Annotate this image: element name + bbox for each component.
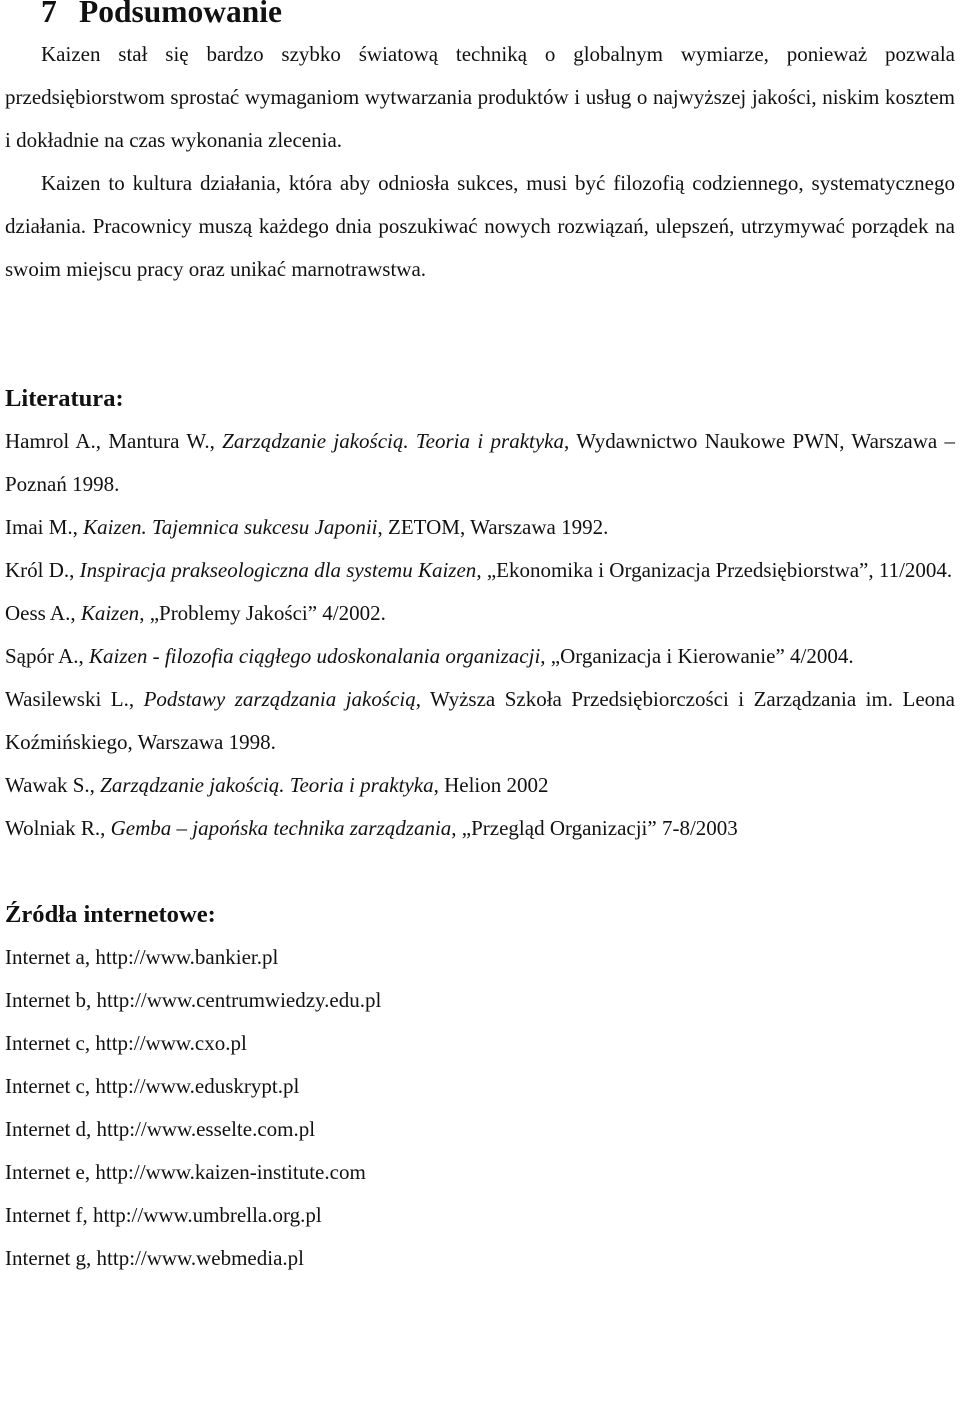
web-source-item: Internet f, http://www.umbrella.org.pl [5,1203,322,1227]
section-heading [5,0,955,33]
literature-item [5,420,955,506]
ref-title: Zarządzanie jakością. Teoria i praktyka [100,773,434,797]
ref-title: Zarządzanie jakością. Teoria i praktyka [222,429,564,453]
section-title: Podsumowanie [79,0,283,29]
literature-item [5,635,955,678]
web-source-item: Internet a, http://www.bankier.pl [5,945,279,969]
ref-details: , Helion 2002 [433,773,549,797]
literature-item [5,807,955,850]
ref-details: , „Przegląd Organizacji” 7-8/2003 [451,816,738,840]
literature-item [5,764,955,807]
literature-item [5,678,955,764]
ref-author: Hamrol A., Mantura W., [5,429,223,453]
spacer [5,291,955,377]
ref-details: , „Ekonomika i Organizacja Przedsiębiorstwa”, 11/2004. [476,558,953,582]
web-source-item: Internet e, http://www.kaizen-institute.com [5,1160,366,1184]
ref-title: Gemba – japońska technika zarządzania [110,816,452,840]
ref-title: Kaizen [80,601,140,625]
web-source-item: Internet g, http://www.webmedia.pl [5,1246,304,1270]
ref-title: Kaizen - filozofia ciągłego udoskonalania organizacji [89,644,541,668]
ref-title: Inspiracja prakseologiczna dla systemu Kaizen [79,558,477,582]
web-source-item: Internet b, http://www.centrumwiedzy.edu.pl [5,988,382,1012]
summary-paragraph-1: Kaizen stał się bardzo szybko światową techniką o globalnym wymiarze, ponieważ pozwala przedsiębiorstwom sprostać wymaganiom wytwarzania produktów i usług o najwyższej jakości, niskim kosztem i dokładnie na czas wykonania zlecenia. [5,42,955,152]
ref-author: Oess A., [5,601,81,625]
web-source-item: Internet c, http://www.cxo.pl [5,1031,247,1055]
ref-author: Imai M., [5,515,84,539]
ref-author: Wasilewski L., [5,687,144,711]
literature-item [5,592,955,635]
spacer [5,850,955,893]
web-sources-list [5,936,955,1280]
web-sources-heading: Źródła internetowe: [5,901,216,928]
ref-details: , „Organizacja i Kierowanie” 4/2004. [540,644,854,668]
ref-author: Wawak S., [5,773,101,797]
literature-item [5,549,955,592]
document-page [5,0,955,1280]
web-source-item: Internet d, http://www.esselte.com.pl [5,1117,316,1141]
ref-author: Wolniak R., [5,816,111,840]
ref-title: Podstawy zarządzania jakością [143,687,416,711]
ref-details: , ZETOM, Warszawa 1992. [377,515,609,539]
ref-details: , Wydawnictwo Naukowe PWN, Warszawa – Poznań 1998. [5,429,956,496]
ref-author: Sąpór A., [5,644,89,668]
web-source-item: Internet c, http://www.eduskrypt.pl [5,1074,300,1098]
summary-paragraph-2: Kaizen to kultura działania, która aby odniosła sukces, musi być filozofią codziennego, systematycznego działania. Pracownicy muszą każdego dnia poszukiwać nowych rozwiązań, ulepszeń, utrzymywać porządek na swoim miejscu pracy oraz unikać marnotrawstwa. [5,171,955,281]
section-number: 7 [41,0,57,29]
literature-list [5,420,955,850]
ref-author: Król D., [5,558,80,582]
ref-title: Kaizen. Tajemnica sukcesu Japonii [83,515,378,539]
ref-details: , „Problemy Jakości” 4/2002. [139,601,386,625]
literature-item [5,506,955,549]
ref-details: , Wyższa Szkoła Przedsiębiorczości i Zarządzania im. Leona Koźmińskiego, Warszawa 1998. [5,687,955,754]
literature-heading: Literatura: [5,385,124,412]
